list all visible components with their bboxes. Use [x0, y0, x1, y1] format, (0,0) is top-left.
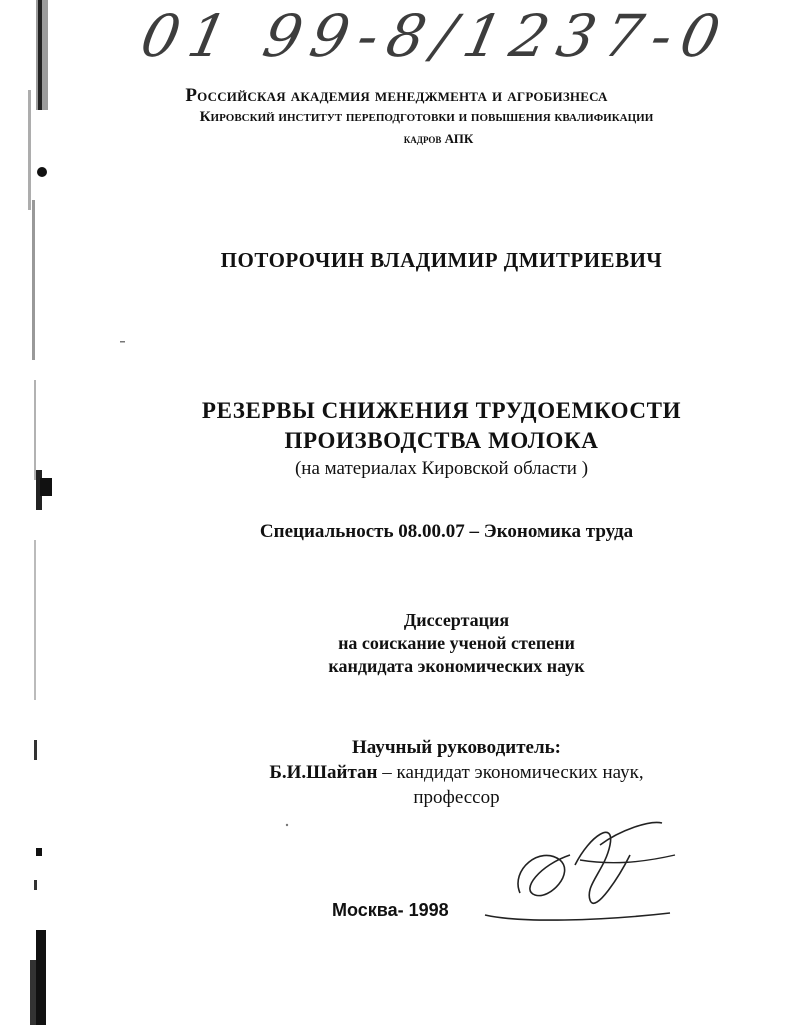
dissertation-label: Диссертация — [403, 610, 510, 630]
dissertation-title-line-1: РЕЗЕРВЫ СНИЖЕНИЯ ТРУДОЕМКОСТИ — [201, 398, 682, 423]
author-name: ПОТОРОЧИН ВЛАДИМИР ДМИТРИЕВИЧ — [220, 248, 663, 272]
supervisor-name: Б.И.Шайтан — [269, 762, 378, 783]
dissertation-title-line-2: ПРОИЗВОДСТВА МОЛОКА — [284, 428, 599, 453]
city-and-year: Москва- 1998 — [332, 900, 449, 920]
degree-name: кандидата экономических наук — [328, 656, 585, 676]
institution-name: Российская академия менеджмента и агробизнеса — [185, 85, 608, 106]
handwritten-catalog-number: 01 99-8/1237-0 — [135, 2, 736, 70]
degree-purpose: на соискание ученой степени — [338, 633, 575, 653]
scan-speck — [285, 823, 289, 827]
dissertation-subtitle: (на материалах Кировской области ) — [294, 458, 589, 479]
signature — [480, 815, 680, 925]
supervisor-line — [60, 762, 793, 784]
supervisor-label: Научный руководитель: — [352, 737, 561, 758]
institute-name: Кировский институт переподготовки и повышения квалификации — [199, 109, 654, 125]
institute-name-continued: кадров АПК — [403, 131, 474, 146]
specialty: Специальность 08.00.07 – Экономика труда — [259, 521, 634, 542]
supervisor-degree: – кандидат экономических наук, — [377, 762, 644, 783]
supervisor-rank: профессор — [413, 787, 500, 808]
scan-speck — [120, 340, 126, 344]
scan-edge-artifact — [0, 0, 60, 1025]
